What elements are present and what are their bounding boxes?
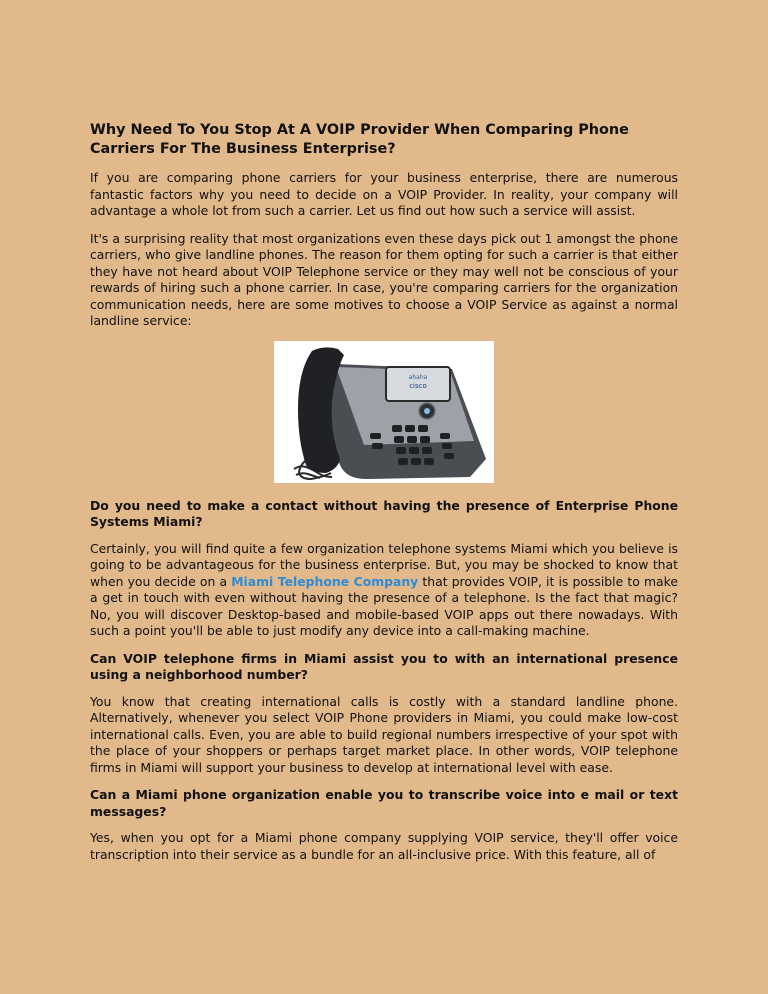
article-body	[90, 121, 678, 874]
intro-paragraph: If you are comparing phone carriers for your business enterprise, there are numerous fantastic factors why you need to decide on a VOIP Provider. In reality, your company will advantage a whole lot from such a carrier. Let us find out how such a service will assist.	[90, 170, 678, 218]
voip-phone-image	[274, 341, 494, 483]
section1-text-after: that provides VOIP, it is possible to make a get in touch with even without having the presence of a telephone. Is the fact that magic? No, you will discover Desktop-based and mobile-based VOIP apps out there nowadays. With such a point you'll be able to just modify any device into a call-making machine.	[90, 573, 678, 638]
article-title: Why Need To You Stop At A VOIP Provider When Comparing Phone Carriers For The Business Enterprise?	[90, 122, 629, 157]
miami-telephone-company-link[interactable]: Miami Telephone Company	[231, 573, 419, 589]
section2-paragraph: You know that creating international calls is costly with a standard landline phone. Alternatively, whenever you select VOIP Phone providers in Miami, you could make low-cost international calls. Even, you are able to build regional numbers irrespective of your spot with the place of your shoppers or perhaps target market place. In other words, VOIP telephone firms in Miami will support your business to develop at international level with ease.	[90, 693, 678, 775]
brand-mark: ahaha	[408, 373, 428, 381]
section3-heading: Can a Miami phone organization enable you to transcribe voice into e mail or text messages?	[90, 787, 678, 819]
section3-paragraph: Yes, when you opt for a Miami phone company supplying VOIP service, they'll offer voice transcription into their service as a bundle for an all-inclusive price. With this feature, all of	[90, 830, 678, 862]
brand-text: cisco	[409, 381, 427, 390]
section1-paragraph	[90, 541, 678, 640]
desk-phone-illustration	[274, 341, 494, 483]
section1-text-before: Certainly, you will find quite a few organization telephone systems Miami which you believe is going to be advantageous for the business enterprise. But, you may be shocked to know that when you decide on a	[90, 540, 678, 589]
section1-heading: Do you need to make a contact without having the presence of Enterprise Phone Systems Miami?	[90, 497, 678, 529]
section2-heading: Can VOIP telephone firms in Miami assist you to with an international presence using a neighborhood number?	[90, 650, 678, 682]
reasons-paragraph: It's a surprising reality that most organizations even these days pick out 1 amongst the phone carriers, who give landline phones. The reason for them opting for such a carrier is that either they have not heard about VOIP Telephone service or they may well not be conscious of your rewards of hiring such a phone carrier. In case, you're comparing carriers for the organization communication needs, here are some motives to choose a VOIP Service as against a normal landline service:	[90, 230, 678, 328]
